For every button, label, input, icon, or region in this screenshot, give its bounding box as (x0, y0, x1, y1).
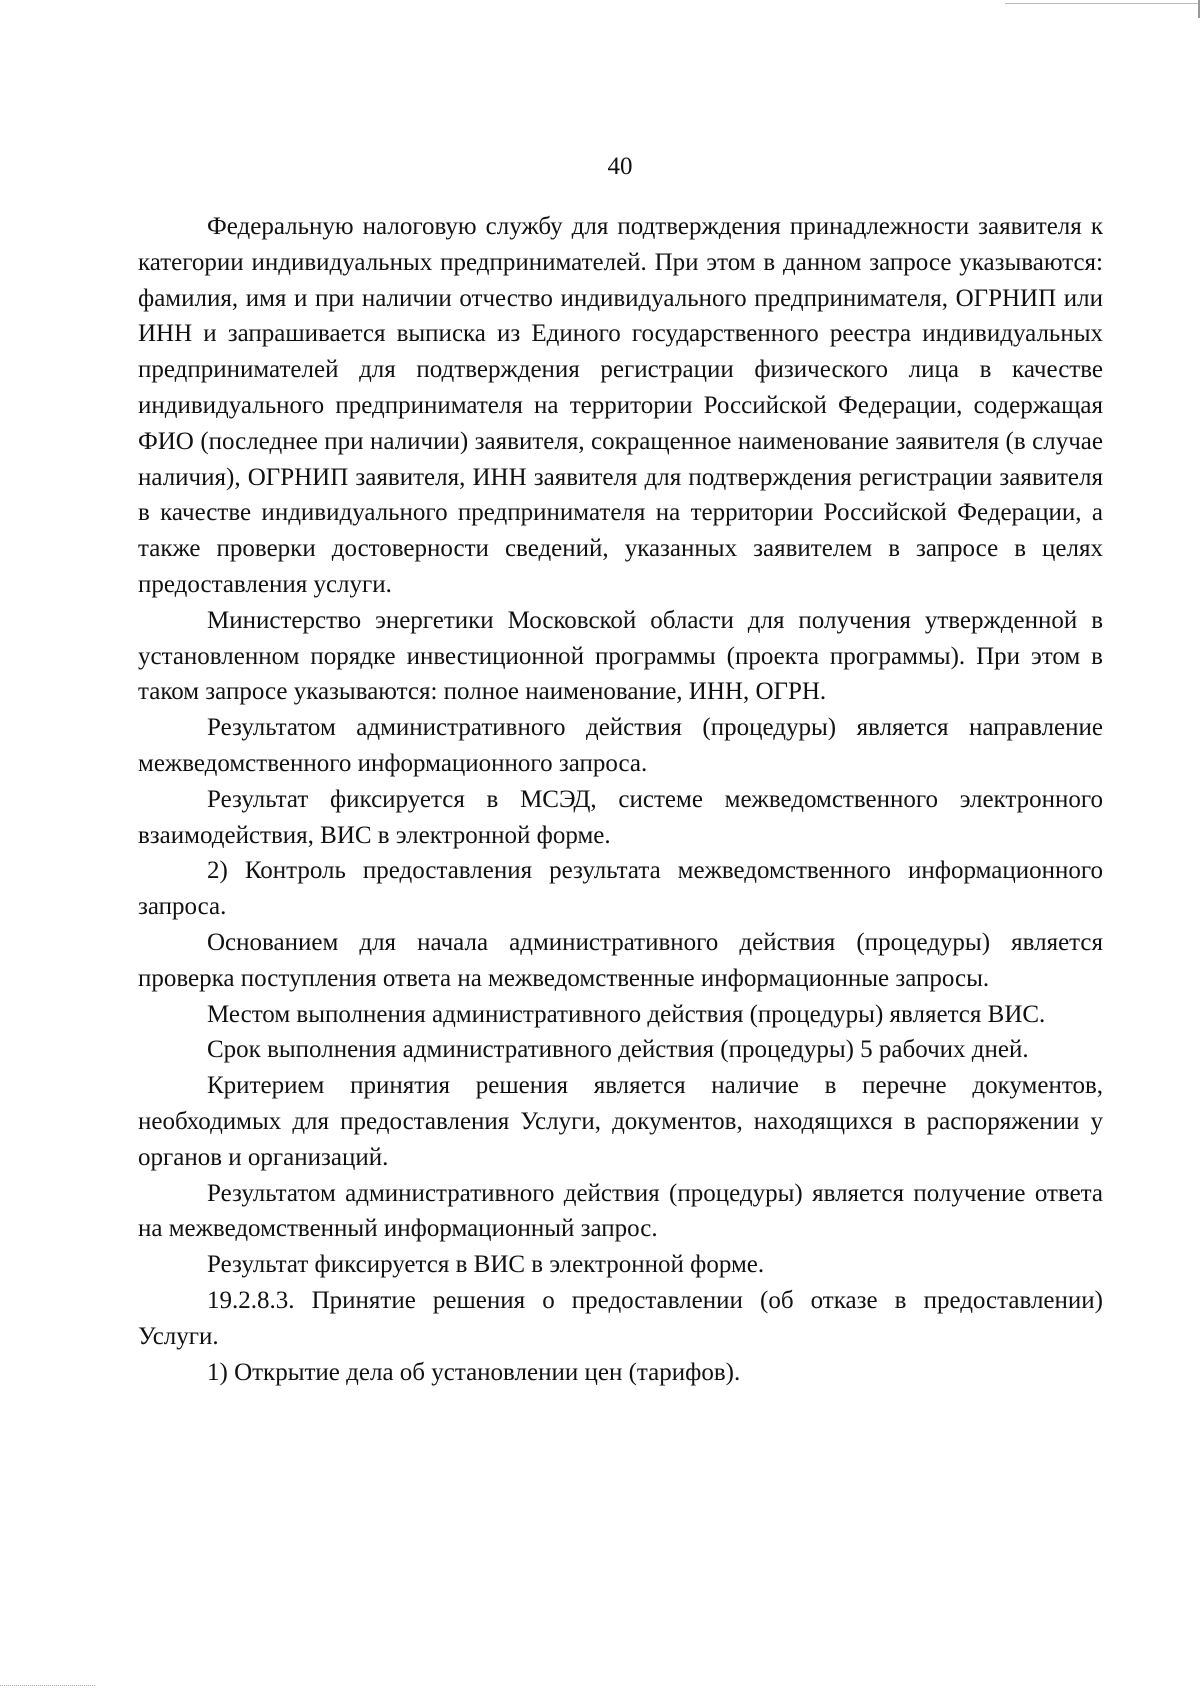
paragraph-tax-service-request: Федеральную налоговую службу для подтверждения принадлежности заявителя к категории индивидуальных предпринимателей. При этом в данном запросе указываются: фамилия, имя и при наличии отчество индивидуального предпринимателя, ОГРНИП или ИНН и запрашивается выписка из Единого государственного реестра индивидуальных предпринимателей для подтверждения регистрации физического лица в качестве индивидуального предпринимателя на территории Российской Федерации, содержащая ФИО (последнее при наличии) заявителя, сокращенное наименование заявителя (в случае наличия), ОГРНИП заявителя, ИНН заявителя для подтверждения регистрации заявителя в качестве индивидуального предпринимателя на территории Российской Федерации, а также проверки достоверности сведений, указанных заявителем в запросе в целях предоставления услуги. (138, 213, 1103, 598)
paragraph-criterion: Критерием принятия решения является наличие в перечне документов, необходимых для предоставления Услуги, документов, находящихся в распоряжении у органов и организаций. (138, 1072, 1103, 1171)
scan-edge-top (1005, 0, 1200, 4)
paragraph-open-case: 1) Открытие дела об установлении цен (тарифов). (207, 1358, 741, 1386)
paragraph-place: Местом выполнения административного действия (процедуры) является ВИС. (207, 1000, 1046, 1028)
scan-edge-bottom (0, 1685, 95, 1687)
paragraph-control-recorded: Результат фиксируется в ВИС в электронной форме. (207, 1251, 765, 1279)
page-number: 40 (607, 153, 633, 180)
paragraph-term: Срок выполнения административного действия (процедуры) 5 рабочих дней. (207, 1036, 1029, 1064)
paragraph-control-result: Результатом административного действия (процедуры) является получение ответа на межведомственный информационный запрос. (138, 1179, 1103, 1243)
paragraph-action-result: Результатом административного действия (процедуры) является направление межведомственного информационного запроса. (138, 714, 1103, 777)
document-body (138, 209, 1103, 1390)
paragraph-basis: Основанием для начала административного действия (процедуры) является проверка поступления ответа на межведомственные информационные запросы. (138, 928, 1103, 992)
paragraph-energy-ministry-request: Министерство энергетики Московской области для получения утвержденной в установленном порядке инвестиционной программы (проекта программы). При этом в таком запросе указываются: полное наименование, ИНН, ОГРН. (138, 606, 1103, 706)
paragraph-result-recorded: Результат фиксируется в МСЭД, системе межведомственного электронного взаимодействия, ВИС в электронной форме. (138, 785, 1103, 849)
paragraph-decision-section: 19.2.8.3. Принятие решения о предоставлении (об отказе в предоставлении) Услуги. (138, 1286, 1103, 1350)
paragraph-control-step: 2) Контроль предоставления результата межведомственного информационного запроса. (138, 857, 1103, 921)
